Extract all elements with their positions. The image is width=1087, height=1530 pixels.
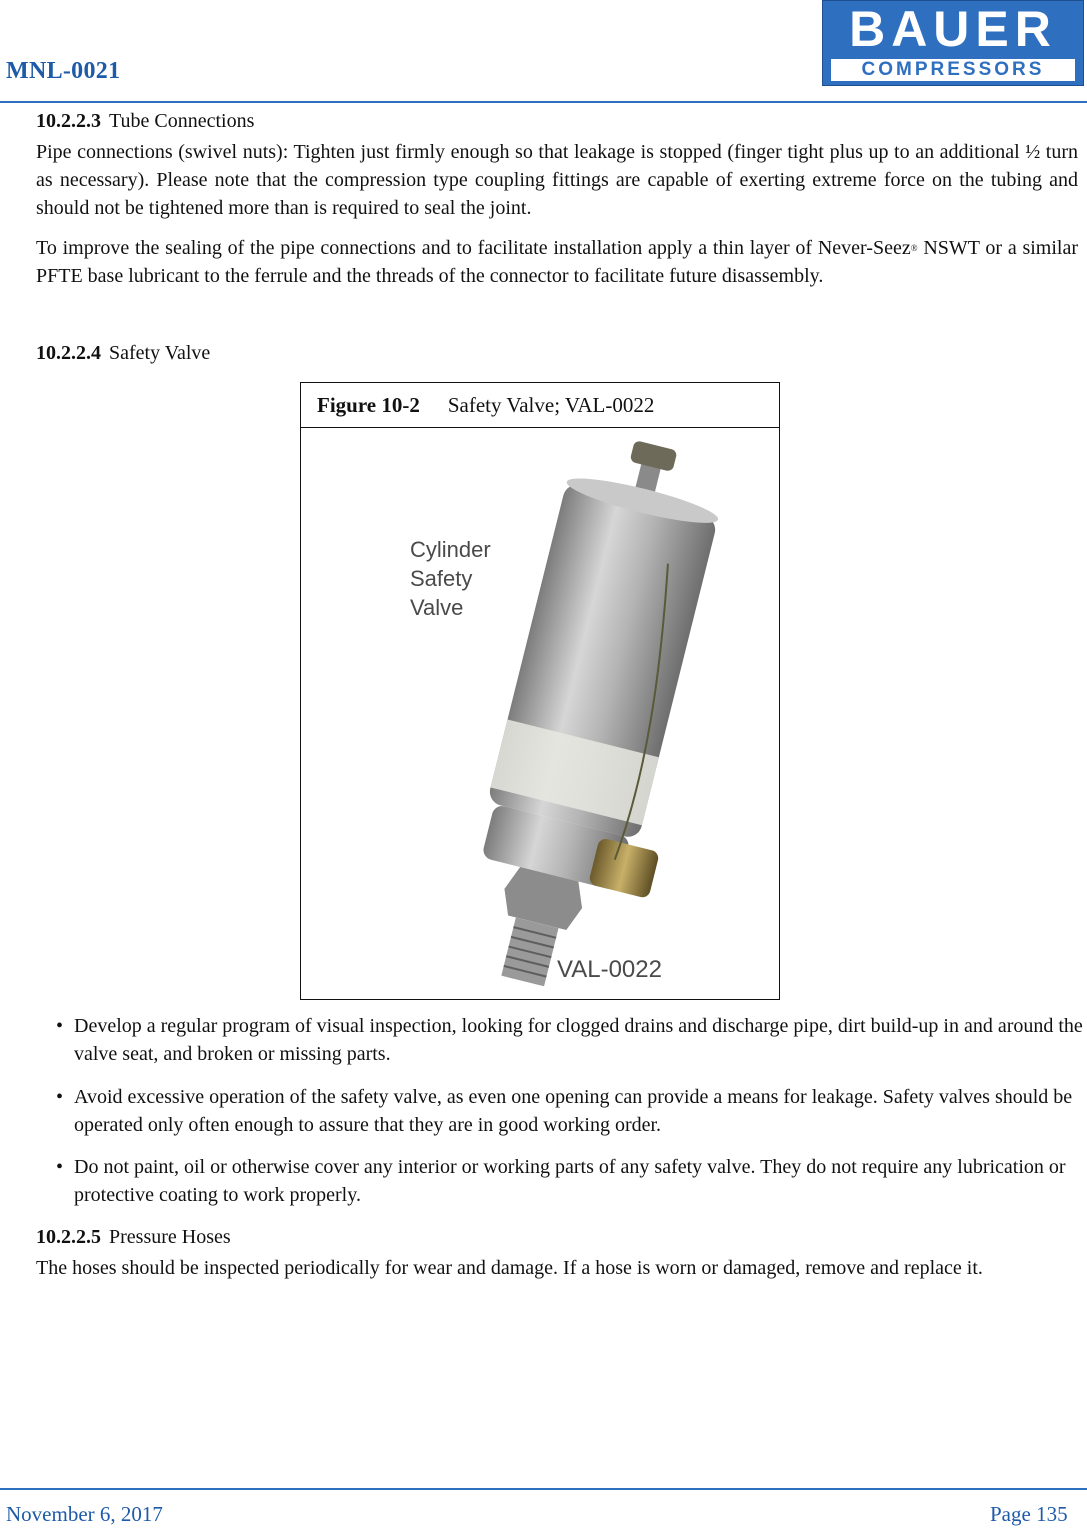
section-title: Tube Connections [109, 110, 255, 132]
bullet-text: Develop a regular program of visual inspection, looking for clogged drains and discharge pipe, dirt build-up in and around the valve seat, and broken or missing parts. [74, 1015, 1083, 1065]
section-number: 10.2.2.3 [36, 110, 101, 132]
paragraph: The hoses should be inspected periodically for wear and damage. If a hose is worn or damaged, remove and replace it. [36, 1257, 983, 1279]
logo-subtitle: COMPRESSORS [829, 57, 1077, 83]
section-title: Pressure Hoses [109, 1226, 231, 1248]
bullet-text: Do not paint, oil or otherwise cover any interior or working parts of any safety valve. They do not require any lubrication or protective coating to work properly. [74, 1156, 1066, 1206]
label-line: Cylinder [410, 537, 491, 562]
label-line: Valve [410, 595, 464, 620]
bullet-icon: • [56, 1156, 64, 1178]
footer-date: November 6, 2017 [6, 1502, 163, 1526]
bullet-item [56, 1153, 1087, 1209]
paragraph [36, 234, 1078, 290]
bullet-text: Avoid excessive operation of the safety valve, as even one opening can provide a means for leakage. Safety valves should be operated only often enough to assure that they are in good working order. [74, 1086, 1073, 1136]
header-rule [0, 101, 1087, 103]
figure-caption [301, 383, 779, 428]
bullet-icon: • [56, 1086, 64, 1108]
bullet-icon: • [56, 1015, 64, 1037]
label-line: Safety [410, 566, 473, 591]
document-id: MNL-0021 [6, 58, 121, 84]
section-heading-safety [36, 342, 210, 365]
bauer-logo [822, 0, 1084, 86]
section-number: 10.2.2.4 [36, 342, 101, 364]
section-title: Safety Valve [109, 342, 211, 364]
footer-page-number: Page 135 [990, 1502, 1068, 1526]
paragraph-text: To improve the sealing of the pipe connections and to facilitate installation apply a thin layer of Never-Seez [36, 237, 911, 259]
footer-rule [0, 1488, 1087, 1490]
brass-fitting [588, 837, 660, 899]
section-heading-hoses [36, 1226, 231, 1249]
photo-label-cylinder [410, 535, 491, 622]
photo-label-part-number: VAL-0022 [557, 956, 662, 983]
section-number: 10.2.2.5 [36, 1226, 101, 1248]
bullet-item [56, 1012, 1087, 1068]
logo-brand: BAUER [849, 1, 1057, 57]
paragraph-text: NSWT or a similar PFTE base lubricant to the ferrule and the threads of the connector to facilitate future disassembly. [36, 237, 1079, 287]
section-heading-tube [36, 110, 254, 133]
safety-valve-photo [301, 429, 778, 997]
figure-number: Figure 10-2 [317, 393, 420, 417]
figure-box [300, 382, 780, 1000]
bullet-item [56, 1083, 1087, 1139]
paragraph: Pipe connections (swivel nuts): Tighten just firmly enough so that leakage is stopped (finger tight plus up to an additional ½ turn as necessary). Please note that the compression type coupling fittings are capable of exerting extreme force on the tubing and should not be tightened more than is required to seal the joint. [36, 141, 1078, 219]
figure-title: Safety Valve; VAL-0022 [447, 393, 655, 417]
registered-mark: ® [910, 243, 918, 253]
